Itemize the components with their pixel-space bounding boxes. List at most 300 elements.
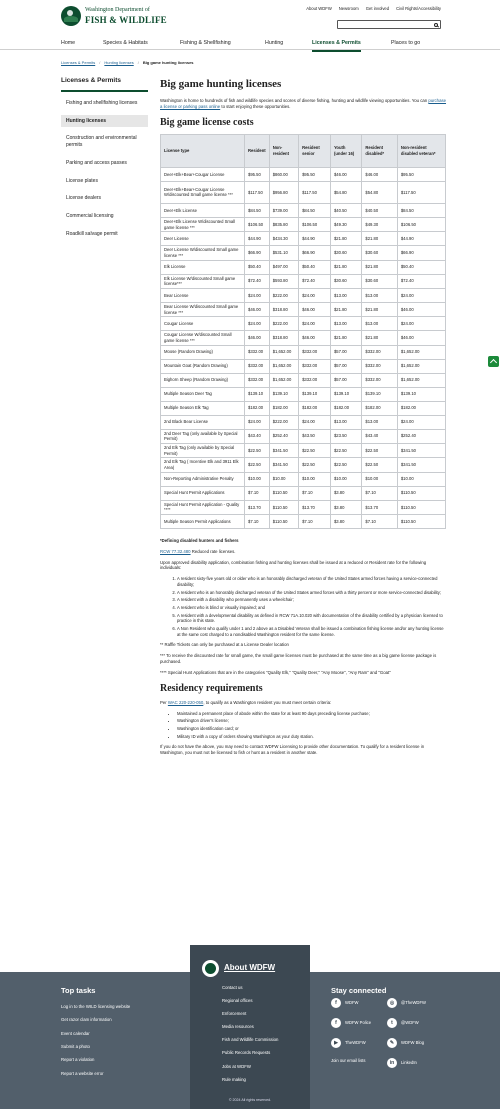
table-row	[161, 260, 446, 274]
sidebar-item-construction[interactable]: Construction and environmental permits	[66, 135, 137, 149]
table-row	[161, 181, 446, 203]
breadcrumb-separator: /	[99, 60, 101, 65]
price-cell: $66.90	[397, 246, 445, 260]
site-footer	[0, 963, 500, 1109]
price-cell: $43.40	[362, 429, 397, 443]
license-type-cell: Moose (Random Drawing)	[161, 345, 245, 359]
price-cell: $139.10	[299, 387, 331, 401]
table-row	[161, 401, 446, 415]
price-cell: $222.00	[269, 317, 298, 331]
license-type-cell: Multiple Season Deer Tag	[161, 387, 245, 401]
price-cell: $13.00	[362, 415, 397, 429]
facebook-icon: f	[331, 1018, 341, 1028]
upon-paragraph: Upon approved disability application, combination fishing and hunting licenses shall be issued at a reduced or Resident rate for the following individuals:	[160, 559, 427, 571]
rcw-paragraph	[160, 549, 446, 555]
price-cell: $7.10	[245, 486, 270, 500]
sidebar-title[interactable]: Licenses & Permits	[61, 77, 148, 92]
price-cell: $57.00	[330, 359, 361, 373]
price-cell: $44.90	[245, 232, 270, 246]
task-wild-login[interactable]: Log in to the WILD licensing website	[61, 1004, 131, 1010]
table-row	[161, 203, 446, 217]
search-icon[interactable]	[434, 23, 439, 28]
price-cell: $21.80	[362, 260, 397, 274]
social-facebook-police[interactable]	[331, 1018, 371, 1028]
task-razor-clam[interactable]: Get razor clam information	[61, 1017, 112, 1023]
social-label: LinkedIn	[401, 1060, 417, 1066]
raffle-note: ** Raffle Tickets can only be purchased at a License Dealer location	[160, 642, 289, 648]
price-cell: $341.50	[397, 458, 445, 472]
table-row	[161, 274, 446, 288]
price-cell: $332.00	[245, 345, 270, 359]
table-header-cell: Resident	[245, 134, 270, 167]
rcw-link[interactable]: RCW 77.32.480	[160, 548, 191, 554]
price-cell: $860.00	[269, 167, 298, 181]
price-cell: $332.00	[362, 345, 397, 359]
special-hunt-note: **** Special Hunt Applications that are in the categories "Quality Elk," "Quality Deer," "Any Moose", "Any Ram" and "Goat"	[160, 669, 391, 675]
about-title[interactable]: About WDFW	[224, 963, 276, 972]
table-row	[161, 302, 446, 316]
price-cell: $57.00	[330, 345, 361, 359]
table-row	[161, 458, 446, 472]
breadcrumb-licenses[interactable]: Licenses & Permits	[61, 60, 96, 65]
utility-civil-rights[interactable]: Civil Rights/Accessibility	[396, 6, 441, 11]
price-cell: $332.00	[299, 345, 331, 359]
price-cell: $24.00	[245, 288, 270, 302]
price-cell: $22.50	[245, 458, 270, 472]
price-cell: $66.90	[299, 246, 331, 260]
price-cell: $13.00	[362, 288, 397, 302]
sidebar-item-parking[interactable]: Parking and access passes	[66, 159, 127, 166]
price-cell: $739.00	[269, 203, 298, 217]
price-cell: $23.50	[330, 429, 361, 443]
table-row	[161, 288, 446, 302]
price-cell: $72.40	[299, 274, 331, 288]
residency-list	[160, 711, 446, 740]
nav-places-to-go[interactable]: Places to go	[391, 40, 421, 46]
social-linkedin[interactable]	[387, 1058, 417, 1068]
license-type-cell: Multiple Season Permit Applications	[161, 515, 245, 529]
social-label: @WDFW	[401, 1020, 419, 1026]
nav-fishing[interactable]: Fishing & Shellfishing	[180, 40, 231, 46]
social-blog[interactable]	[387, 1038, 424, 1048]
utility-about[interactable]: About WDFW	[306, 6, 332, 11]
price-cell: $49.30	[330, 217, 361, 231]
task-event-calendar[interactable]: Event calendar	[61, 1030, 90, 1036]
price-cell: $434.30	[269, 232, 298, 246]
price-cell: $84.50	[397, 203, 445, 217]
price-cell: $21.80	[330, 302, 361, 316]
price-cell: $7.10	[362, 515, 397, 529]
price-cell: $182.00	[330, 401, 361, 415]
price-cell: $332.00	[299, 359, 331, 373]
price-cell: $22.50	[245, 444, 270, 458]
price-cell: $106.50	[245, 217, 270, 231]
about-rule-making[interactable]: Rule making	[222, 1076, 246, 1082]
table-row	[161, 387, 446, 401]
breadcrumb-separator: /	[137, 60, 139, 65]
price-cell: $332.00	[362, 373, 397, 387]
list-item: 5. A resident with a developmental disability as defined in RCW 71A.10.020 with documentation of the disability certified by a physician licensed to practice in this state.	[177, 613, 446, 624]
social-label: WDFW Police	[345, 1020, 372, 1026]
table-header-row	[161, 134, 446, 167]
nav-home[interactable]: Home	[61, 40, 76, 46]
price-cell: $1,652.00	[397, 359, 445, 373]
license-type-cell: Deer+Elk License W/discounted Small game license ***	[161, 217, 245, 231]
price-cell: $182.00	[245, 401, 270, 415]
price-cell: $13.00	[330, 415, 361, 429]
price-cell: $30.60	[362, 274, 397, 288]
price-cell: $106.50	[397, 217, 445, 231]
price-cell: $139.10	[245, 387, 270, 401]
wac-link[interactable]: WAC 220-220-050	[167, 699, 204, 705]
price-cell: $95.50	[397, 167, 445, 181]
social-label: WDFW Blog	[401, 1040, 425, 1046]
list-item: 3. A resident with a disability who permanently uses a wheelchair;	[177, 597, 446, 603]
price-cell: $332.00	[362, 359, 397, 373]
price-cell: $22.50	[299, 444, 331, 458]
license-type-cell: Special Hunt Permit Applications	[161, 486, 245, 500]
price-cell: $24.00	[245, 317, 270, 331]
social-label: TheWDFW	[345, 1040, 366, 1046]
price-cell: $22.50	[330, 458, 361, 472]
license-type-cell: Deer+Elk+Bear+Cougar License W/discounted Small game license ***	[161, 181, 245, 203]
price-cell: $182.00	[269, 401, 298, 415]
breadcrumb-hunting[interactable]: Hunting licenses	[104, 60, 134, 65]
list-item: 2. A resident who is an honorably discharged veteran of the United States armed forces with a thirty percent or more service-connected disability;	[177, 590, 446, 596]
license-type-cell: 2nd Elk Tag (only available by Special Permit)	[161, 444, 245, 458]
license-type-cell: Cougar License W/discounted Small game license ***	[161, 331, 245, 345]
license-type-cell: Deer License W/discounted Small game license ***	[161, 246, 245, 260]
price-cell: $7.10	[299, 486, 331, 500]
license-type-cell: Elk License	[161, 260, 245, 274]
price-cell: $1,652.00	[269, 345, 298, 359]
price-cell: $24.00	[397, 317, 445, 331]
discount-note: *** To receive the discounted rate for small game, the small game licenses must be purchased at the same time as a big game license package is purchased.	[160, 653, 437, 664]
price-cell: $318.80	[269, 302, 298, 316]
license-costs-table	[160, 134, 446, 529]
back-to-top-button[interactable]	[488, 356, 499, 367]
utility-newsroom[interactable]: Newsroom	[338, 6, 359, 11]
price-cell: $593.80	[269, 274, 298, 288]
price-cell: $110.50	[397, 515, 445, 529]
price-cell: $40.50	[362, 203, 397, 217]
price-cell: $43.40	[245, 429, 270, 443]
price-cell: $13.70	[362, 500, 397, 514]
price-cell: $13.00	[330, 317, 361, 331]
price-cell: $46.00	[397, 302, 445, 316]
sidebar-item-fishing[interactable]: Fishing and shellfishing licenses	[66, 99, 138, 106]
price-cell: $139.10	[362, 387, 397, 401]
license-type-cell: 2nd Deer Tag (only available by Special Permit)	[161, 429, 245, 443]
social-label: WDFW	[345, 1000, 359, 1006]
license-type-cell: Non-Reporting Administrative Penalty	[161, 472, 245, 486]
about-wdfw	[190, 945, 310, 1109]
list-item: • Maintained a permanent place of abode within the state for at least 90 days preceding license purchase;	[177, 711, 446, 717]
price-cell: $22.50	[362, 444, 397, 458]
price-cell: $40.50	[330, 203, 361, 217]
price-cell: $24.00	[299, 317, 331, 331]
price-cell: $50.40	[299, 260, 331, 274]
table-row	[161, 373, 446, 387]
table-row	[161, 444, 446, 458]
price-cell: $44.90	[397, 232, 445, 246]
residency-intro	[160, 700, 446, 706]
logo-line1: Washington Department of	[85, 7, 150, 13]
price-cell: $30.60	[330, 246, 361, 260]
table-row	[161, 246, 446, 260]
wdfw-logo[interactable]	[61, 6, 167, 26]
price-cell: $318.80	[269, 331, 298, 345]
price-cell: $332.00	[299, 373, 331, 387]
license-type-cell: Mountain Goat (Random Drawing)	[161, 359, 245, 373]
task-report-error[interactable]: Report a website error	[61, 1070, 104, 1076]
price-cell: $50.40	[397, 260, 445, 274]
table-row	[161, 415, 446, 429]
license-type-cell: Cougar License	[161, 317, 245, 331]
price-cell: $95.50	[245, 167, 270, 181]
list-item: 4. A resident who is blind or visually impaired; and	[177, 605, 446, 611]
purchase-license-link[interactable]: purchase a license or parking pass online	[160, 97, 447, 109]
price-cell: $13.00	[330, 288, 361, 302]
price-cell: $30.60	[330, 274, 361, 288]
social-twitter[interactable]	[387, 1018, 419, 1028]
license-type-cell: Elk License W/discounted Small game license***	[161, 274, 245, 288]
disability-list	[160, 576, 446, 637]
price-cell: $84.50	[245, 203, 270, 217]
breadcrumb	[61, 60, 194, 65]
table-row	[161, 317, 446, 331]
price-cell: $46.00	[245, 302, 270, 316]
list-item: • Military ID with a copy of orders showing Washington as your duty station.	[177, 734, 446, 740]
price-cell: $21.80	[362, 331, 397, 345]
about-regional[interactable]: Regional offices	[222, 998, 253, 1004]
table-row	[161, 232, 446, 246]
twitter-icon: t	[387, 1018, 397, 1028]
price-cell: $3.80	[330, 486, 361, 500]
intro-text: Washington is home to hundreds of fish and wildlife species and scores of diverse fishing, hunting and wildlife viewing opportunities. You can	[160, 97, 429, 103]
list-item: 6. A Non Resident who qualify under 1 and 2 above as a Disabled Veteran shall be issued a combination fishing license and/or any hunting license at the same cost charged to a nondisabled Washington resident for the same license.	[177, 626, 446, 637]
price-cell: $46.00	[397, 331, 445, 345]
intro-paragraph	[160, 98, 446, 110]
price-cell: $21.80	[330, 232, 361, 246]
residency-intro-text: Per	[160, 699, 168, 705]
price-cell: $49.30	[362, 217, 397, 231]
price-cell: $95.50	[299, 167, 331, 181]
rcw-text: Reduced rate licenses.	[190, 548, 236, 554]
price-cell: $54.80	[330, 181, 361, 203]
price-cell: $117.50	[299, 181, 331, 203]
price-cell: $139.10	[269, 387, 298, 401]
price-cell: $106.50	[299, 217, 331, 231]
price-cell: $1,652.00	[397, 373, 445, 387]
social-instagram[interactable]	[387, 998, 426, 1008]
sidebar-item-license-plates[interactable]: License plates	[66, 177, 98, 184]
license-type-cell: Special Hunt Permit Application - Quality ****	[161, 500, 245, 514]
utility-nav	[306, 6, 441, 12]
license-type-cell: Bear License W/discounted Small game license ***	[161, 302, 245, 316]
price-cell: $531.10	[269, 246, 298, 260]
about-enforcement[interactable]: Enforcement	[222, 1011, 247, 1017]
price-cell: $1,652.00	[269, 359, 298, 373]
price-cell: $341.50	[269, 458, 298, 472]
price-cell: $1,652.00	[269, 373, 298, 387]
license-type-cell: 2nd Elk Tag ( Incentive Elk and 3911 Elk Area)	[161, 458, 245, 472]
price-cell: $22.50	[362, 458, 397, 472]
table-row	[161, 472, 446, 486]
social-email-lists[interactable]	[331, 1058, 365, 1064]
sidebar-item-hunting[interactable]: Hunting licenses	[61, 115, 148, 128]
social-label: @TheWDFW	[401, 1000, 426, 1006]
site-header	[0, 0, 500, 50]
price-cell: $139.10	[397, 387, 445, 401]
price-cell: $10.00	[269, 472, 298, 486]
license-type-cell: Bear License	[161, 288, 245, 302]
price-cell: $24.00	[299, 288, 331, 302]
license-type-cell: Deer License	[161, 232, 245, 246]
price-cell: $72.40	[245, 274, 270, 288]
price-cell: $30.60	[362, 246, 397, 260]
price-cell: $72.40	[397, 274, 445, 288]
search-input[interactable]	[337, 20, 441, 29]
table-row	[161, 359, 446, 373]
sidebar	[61, 77, 148, 246]
price-cell: $182.00	[397, 401, 445, 415]
wdfw-logo-icon	[61, 6, 81, 26]
about-commission[interactable]: Fish and Wildlife Commission	[222, 1037, 279, 1043]
price-cell: $110.50	[397, 486, 445, 500]
task-report-violation[interactable]: Report a violation	[61, 1057, 95, 1063]
table-header-cell: Non-resident	[269, 134, 298, 167]
top-tasks	[61, 986, 130, 1084]
price-cell: $497.00	[269, 260, 298, 274]
license-type-cell: Deer+Elk License	[161, 203, 245, 217]
price-cell: $50.40	[245, 260, 270, 274]
intro-text-end: to start enjoying these opportunities.	[220, 103, 291, 109]
price-cell: $182.00	[362, 401, 397, 415]
price-cell: $139.10	[330, 387, 361, 401]
price-cell: $222.00	[269, 288, 298, 302]
price-cell: $84.50	[299, 203, 331, 217]
price-cell: $10.00	[397, 472, 445, 486]
price-cell: $7.10	[245, 515, 270, 529]
price-cell: $10.00	[330, 472, 361, 486]
price-cell: $24.00	[299, 415, 331, 429]
linkedin-icon: in	[387, 1058, 397, 1068]
wdfw-footer-logo-icon	[202, 960, 219, 977]
price-cell: $46.00	[299, 331, 331, 345]
price-cell: $54.80	[362, 181, 397, 203]
price-cell: $46.00	[299, 302, 331, 316]
utility-get-involved[interactable]: Get involved	[365, 6, 390, 11]
price-cell: $341.50	[269, 444, 298, 458]
price-cell: $24.00	[245, 415, 270, 429]
breadcrumb-current: Big game hunting licenses	[142, 60, 194, 65]
list-item: • Washington driver's license;	[177, 718, 446, 724]
price-cell: $341.50	[397, 444, 445, 458]
table-header-cell: Resident senior	[299, 134, 331, 167]
table-row	[161, 217, 446, 231]
price-cell: $110.50	[269, 486, 298, 500]
blog-icon: ✎	[387, 1038, 397, 1048]
price-cell: $117.50	[397, 181, 445, 203]
license-type-cell: Deer+Elk+Bear+Cougar License	[161, 167, 245, 181]
main-content	[160, 77, 446, 761]
price-cell: $24.00	[397, 288, 445, 302]
price-cell: $44.90	[299, 232, 331, 246]
top-tasks-title: Top tasks	[61, 986, 96, 995]
nav-hunting[interactable]: Hunting	[265, 40, 284, 46]
list-item: 1. A resident sixty-five years old or older who is an honorably discharged veteran of the United States armed forces having a service-connected disability;	[177, 576, 446, 587]
price-cell: $7.10	[362, 486, 397, 500]
table-body	[161, 167, 446, 528]
copyright: © 2024 All rights reserved.	[228, 1098, 272, 1102]
price-cell: $252.40	[269, 429, 298, 443]
table-row	[161, 345, 446, 359]
task-submit-photo[interactable]: Submit a photo	[61, 1044, 90, 1050]
about-jobs[interactable]: Jobs at WDFW	[222, 1063, 251, 1069]
price-cell: $13.00	[362, 317, 397, 331]
price-cell: $222.00	[269, 415, 298, 429]
table-header-cell: Resident disabled*	[362, 134, 397, 167]
price-cell: $22.50	[299, 458, 331, 472]
sidebar-item-license-dealers[interactable]: License dealers	[66, 195, 102, 202]
price-cell: $13.70	[245, 500, 270, 514]
price-cell: $110.50	[269, 515, 298, 529]
price-cell: $332.00	[245, 373, 270, 387]
stay-title: Stay connected	[331, 986, 387, 995]
table-row	[161, 429, 446, 443]
price-cell: $22.50	[330, 444, 361, 458]
nav-licenses-permits[interactable]: Licenses & Permits	[312, 40, 361, 52]
price-cell: $43.50	[299, 429, 331, 443]
price-cell: $182.00	[299, 401, 331, 415]
costs-heading: Big game license costs	[160, 117, 254, 129]
logo-line2: FISH & WILDLIFE	[85, 15, 167, 26]
price-cell: $46.00	[330, 167, 361, 181]
price-cell: $66.90	[245, 246, 270, 260]
about-records[interactable]: Public Records Requests	[222, 1050, 271, 1056]
social-label: Join our email lists	[331, 1058, 366, 1063]
table-row	[161, 486, 446, 500]
price-cell: $10.00	[362, 472, 397, 486]
price-cell: $252.40	[397, 429, 445, 443]
social-youtube[interactable]	[331, 1038, 366, 1048]
price-cell: $13.70	[299, 500, 331, 514]
table-header-cell: Youth (under 16)	[330, 134, 361, 167]
facebook-icon: f	[331, 998, 341, 1008]
price-cell: $21.80	[330, 331, 361, 345]
license-type-cell: Bighorn Sheep (Random Drawing)	[161, 373, 245, 387]
sidebar-item-commercial[interactable]: Commercial licensing	[66, 213, 114, 220]
nav-species-habitats[interactable]: Species & Habitats	[103, 40, 148, 46]
price-cell: $332.00	[245, 359, 270, 373]
license-type-cell: Multiple Season Elk Tag	[161, 401, 245, 415]
table-header-cell: License type	[161, 134, 245, 167]
table-header-cell: Non-resident disabled veteran*	[397, 134, 445, 167]
table-row	[161, 500, 446, 514]
about-contact[interactable]: Contact us	[222, 985, 243, 990]
price-cell: $3.80	[330, 515, 361, 529]
about-media[interactable]: Media resources	[222, 1024, 254, 1030]
residency-intro-end: , to qualify as a Washington resident you must meet certain criteria:	[203, 699, 332, 705]
sidebar-item-roadkill[interactable]: Roadkill salvage permit	[66, 230, 118, 237]
table-row	[161, 515, 446, 529]
price-cell: $835.80	[269, 217, 298, 231]
instagram-icon: ◎	[387, 998, 397, 1008]
social-facebook-wdfw[interactable]	[331, 998, 359, 1008]
table-row	[161, 331, 446, 345]
price-cell: $956.80	[269, 181, 298, 203]
